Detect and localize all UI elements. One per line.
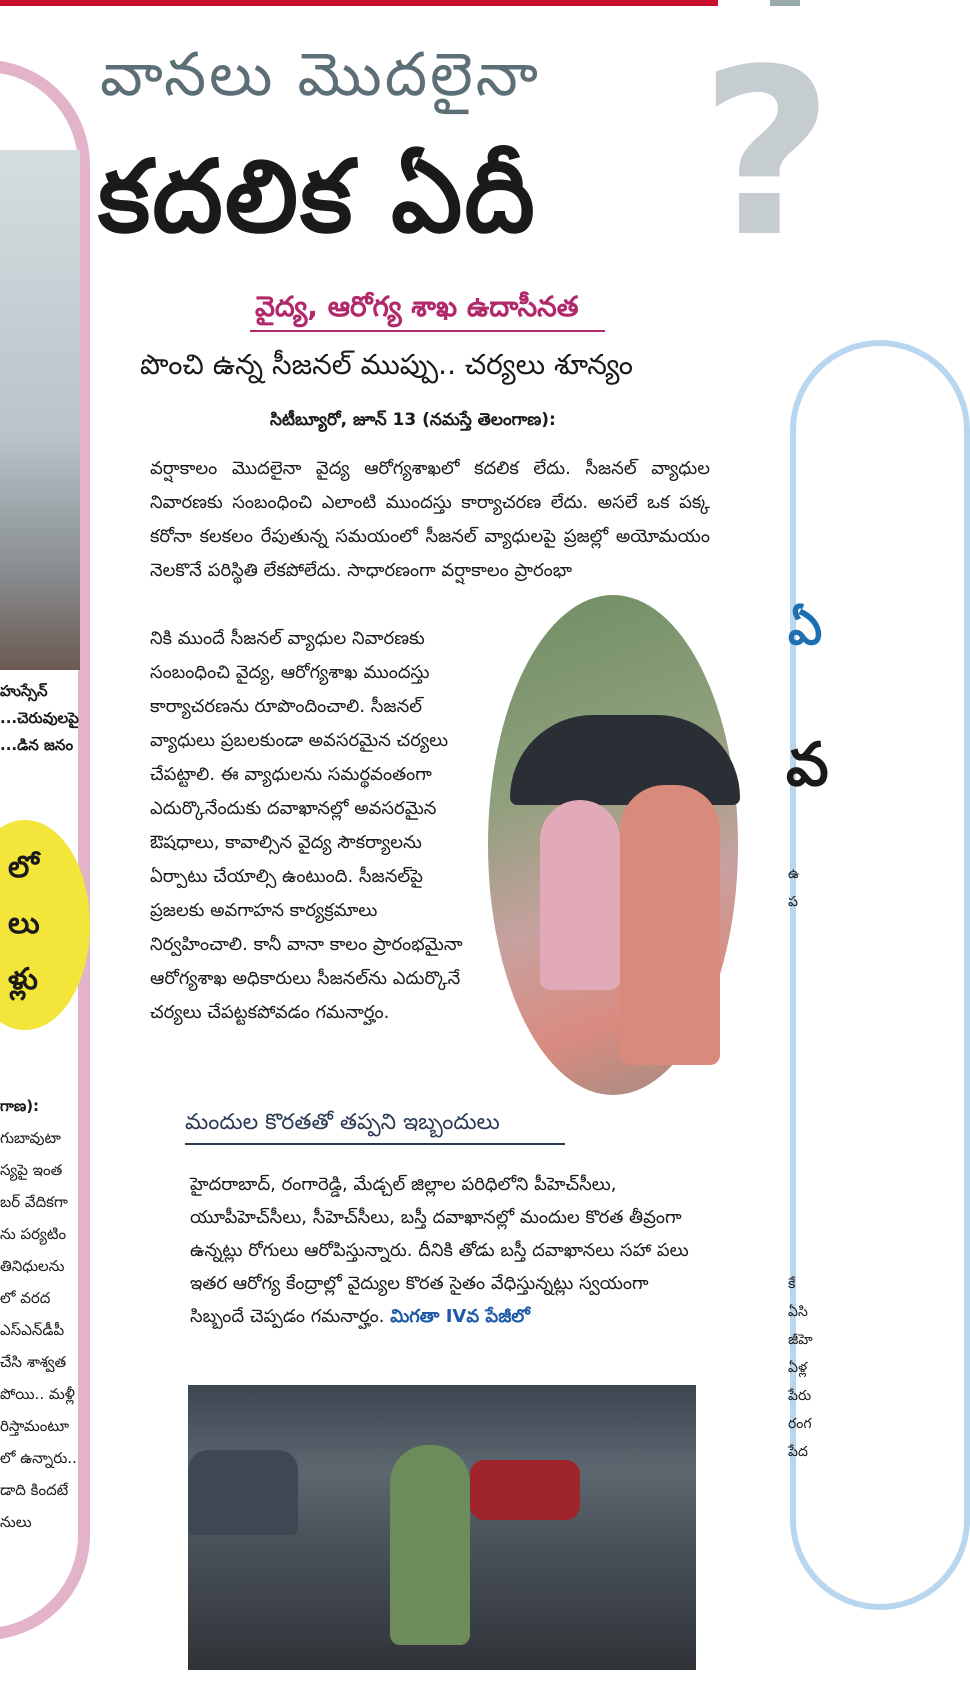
dateline: సిటీబ్యూరో, జూన్ 13 (నమస్తే తెలంగాణ): — [270, 410, 556, 430]
right-line: రంగ — [788, 1416, 812, 1432]
right-blue-headline-fragment: ఏ — [788, 600, 823, 656]
continued-link[interactable]: మిగతా IVవ పేజీలో — [390, 1306, 530, 1327]
article-lede: వర్షాకాలం మొదలైనా వైద్య ఆరోగ్యశాఖలో కదలిక లేదు. సీజనల్ వ్యాధుల నివారణకు సంబంధించి ఎలాంటి ముందస్తు కార్యాచరణ లేదు. అసలే ఒక పక్క కరోనా కలకలం రేపుతున్న సమయంలో సీజనల్ వ్యాధులపై ప్రజల్లో అయోమయం నెలకొనే పరిస్థితి లేకపోలేదు. సాధారణంగా వర్షాకాలం ప్రారంభా — [150, 458, 710, 581]
headline-kicker: వానలు మొదలైనా — [100, 40, 541, 110]
left-photo-caption: హుస్సేన్ ...చెరువులపై ...డిన జనం — [0, 682, 79, 754]
left-line: రిస్తామంటూ — [0, 1417, 69, 1435]
right-line: కే — [788, 1276, 796, 1292]
section-body-text: హైదరాబాద్, రంగారెడ్డి, మేడ్చల్ జిల్లాల పరిధిలోని పీహెచ్‌సీలు, యూపీహెచ్‌సీలు, సీహెచ్‌సీలు, బస్తీ దవాఖానల్లో మందుల కొరత తీవ్రంగా ఉన్నట్లు రోగులు ఆరోపిస్తున్నారు. దీనికి తోడు బస్తీ దవాఖానలు సహా పలు ఇతర ఆరోగ్య కేంద్రాల్లో వైద్యుల కొరత సైతం వేధిస్తున్నట్లు స్వయంగా సిబ్బందే చెప్పడం గమనార్హం. — [190, 1174, 689, 1327]
right-black-headline-fragment: వ — [786, 730, 829, 800]
parked-car — [188, 1450, 298, 1535]
article-body-wrap: నికి ముందే సీజనల్ వ్యాధుల నివారణకు సంబంధించి వైద్య, ఆరోగ్యశాఖ ముందస్తు కార్యాచరణను రూపొందించాలి. సీజనల్ వ్యాధులు ప్రబలకుండా అవసరమైన చర్యలు చేపట్టాలి. ఈ వ్యాధులను సమర్థవంతంగా ఎదుర్కొనేందుకు దవాఖానల్లో అవసరమైన ఔషధాలు, కావాల్సిన వైద్య సౌకర్యాలను ఏర్పాటు చేయాల్సి ఉంటుంది. సీజనల్‌పై ప్రజలకు అవగాహన కార్యక్రమాలు నిర్వహించాలి. కానీ వానా కాలం ప్రారంభమైనా ఆరోగ్యశాఖ అధికారులు సీజనల్‌ను ఎదుర్కొనే చర్యలు చేపట్టకపోవడం గమనార్హం. — [150, 628, 463, 1023]
right-body-fragment — [788, 1270, 813, 1466]
left-line: లో ఉన్నారు.. — [0, 1449, 77, 1467]
right-line: పేరు — [788, 1388, 812, 1404]
left-line: చేసి శాశ్వత — [0, 1353, 67, 1371]
right-line: జీహె — [788, 1332, 813, 1348]
scooter-rider — [390, 1445, 470, 1645]
left-line: ను పర్యటిం — [0, 1225, 67, 1243]
red-car — [470, 1460, 580, 1520]
left-line: లో వరద — [0, 1289, 51, 1307]
pedestrian-figure — [620, 785, 720, 1065]
pedestrian-figure — [540, 800, 620, 990]
left-line: గుబావుటా — [0, 1129, 61, 1147]
left-line: బర్ వేదికగా — [0, 1193, 68, 1211]
callout-line: ళ్లు — [8, 962, 38, 997]
callout-line: లు — [8, 906, 40, 941]
left-line: డాది కిందటే — [0, 1481, 69, 1499]
left-article-body — [0, 1090, 110, 1538]
right-deck-fragment — [788, 860, 802, 916]
left-byline: గాణ): — [0, 1097, 40, 1115]
subhead-underline — [250, 330, 605, 332]
main-headline: కదలిక ఏదీ — [98, 138, 537, 255]
right-line: ఏళ్ల — [788, 1360, 807, 1376]
top-grey-rule — [770, 0, 800, 6]
right-line: ఉ — [788, 866, 800, 882]
deck: పొంచి ఉన్న సీజనల్ ముప్పు.. చర్యలు శూన్యం — [140, 348, 634, 381]
left-line: తినిధులను — [0, 1257, 65, 1275]
left-photo — [0, 150, 80, 670]
question-mark-graphic: ? — [700, 21, 834, 288]
subhead: వైద్య, ఆరోగ్య శాఖ ఉదాసీనత — [255, 290, 579, 323]
section-underline — [185, 1143, 565, 1145]
section-title: మందుల కొరతతో తప్పని ఇబ్బందులు — [185, 1110, 500, 1135]
right-line: పేద — [788, 1444, 808, 1460]
left-yellow-callout-text — [8, 840, 88, 1008]
right-line: ఏసి — [788, 1304, 808, 1320]
left-line: నులు — [0, 1513, 32, 1531]
top-red-rule — [0, 0, 718, 6]
left-line: ఎస్ఎన్‌డీపీ — [0, 1321, 65, 1339]
callout-line: లో — [8, 850, 39, 885]
right-line: ప — [788, 894, 798, 910]
section-body — [190, 1168, 700, 1333]
left-line: పోయి.. మళ్లీ — [0, 1385, 75, 1403]
right-article-frame — [790, 340, 970, 1610]
left-line: స్యపై ఇంత — [0, 1161, 63, 1179]
